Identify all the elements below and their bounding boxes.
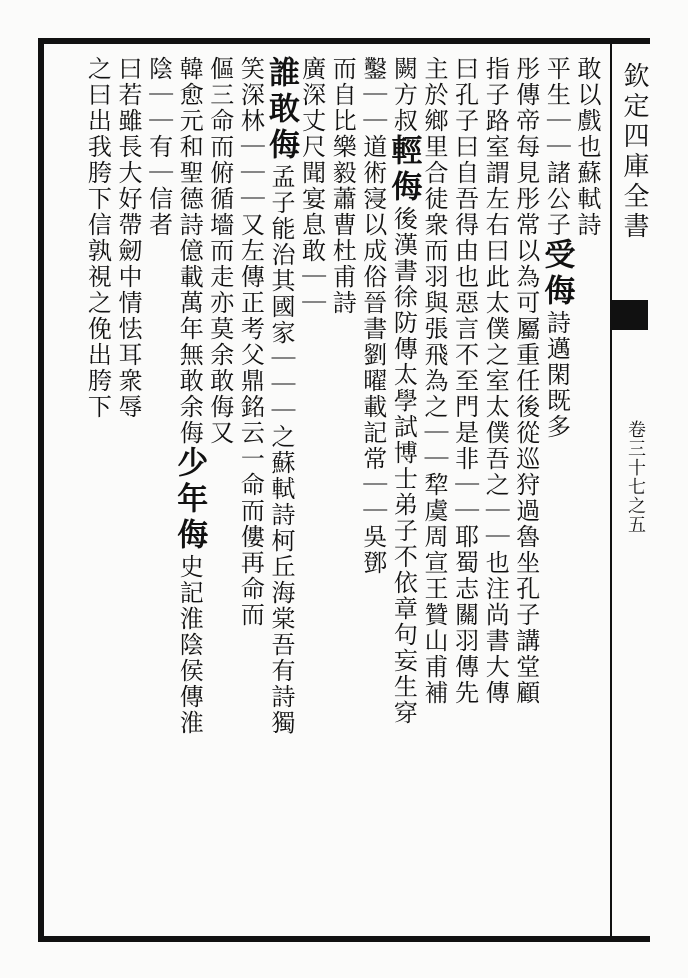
text-column [111,56,145,420]
text-segment: 韓愈元和聖德詩億載萬年無敢余侮 [175,56,204,446]
text-column [142,56,176,238]
text-segment: 傴三命而俯循墻而走亦莫余敢侮又 [205,56,234,446]
text-column [386,56,420,726]
text-column [539,56,573,440]
text-segment: 詩邁閑既多 [542,310,571,440]
text-segment: 之曰出我胯下信孰視之俛出胯下 [83,56,112,420]
text-column [356,56,390,576]
text-column [478,56,512,706]
text-segment: 闕方叔 [389,56,418,134]
text-column [417,56,451,706]
text-column [203,56,237,446]
text-column [570,56,604,238]
text-column [233,56,267,628]
text-column [80,56,114,420]
headword: 輕侮 [385,134,422,206]
text-column [509,56,543,706]
column-divider [610,38,612,942]
text-segment: 後漢書徐防傳太學試博士弟子不依章句妄生穿 [389,206,418,726]
text-column [448,56,482,706]
frame-top-rule [38,38,650,44]
text-column [295,56,329,316]
text-segment: 笑深林｜｜｜又左傳正考父鼎銘云一命而僂再命而 [236,56,265,628]
header-block [612,300,648,330]
text-segment: 曰若雖長大好帶劒中情怯耳衆辱 [114,56,142,420]
book-title-fragment: 欽定四庫全書 [619,62,649,242]
text-segment: 主於鄉里合徒衆而羽與張飛為之｜｜犂虞周宣王贊山甫補 [420,56,448,706]
text-segment: 平生｜｜諸公子 [542,56,571,238]
text-column [172,56,206,736]
volume-label: 卷三十七之五 [625,420,646,534]
headword: 受侮 [538,238,575,310]
text-column [264,56,298,736]
frame-bottom-rule [38,936,650,942]
text-column [325,56,359,316]
text-segment: 孟子能治其國家｜｜｜之蘇軾詩柯丘海棠吾有詩獨 [267,164,295,736]
headword: 誰敢侮 [263,56,299,164]
text-segment: 而自比樂毅蕭曹杜甫詩 [328,56,357,316]
text-segment: 曰孔子曰自吾得由也惡言不至門是非｜｜耶蜀志關羽傳先 [450,56,479,706]
headword: 少年侮 [171,446,208,554]
text-segment: 陰｜｜有｜信者 [144,56,173,238]
text-segment: 史記淮陰侯傳淮 [175,554,204,736]
frame-left-rule [38,38,44,942]
text-segment: 指子路室謂左右曰此太僕之室太僕吾之｜｜也注尚書大傳 [481,56,510,706]
text-segment: 彤傳帝每見彤常以為可屬重任後從巡狩過魯坐孔子講堂顧 [511,56,540,706]
text-segment: 敢以戲也蘇軾詩 [573,56,601,238]
text-segment: 廣深丈尺聞宴息敢｜｜ [297,56,326,316]
text-segment: 鑿｜｜道術寖以成俗晉書劉曜載記常｜｜吳鄧 [358,56,387,576]
